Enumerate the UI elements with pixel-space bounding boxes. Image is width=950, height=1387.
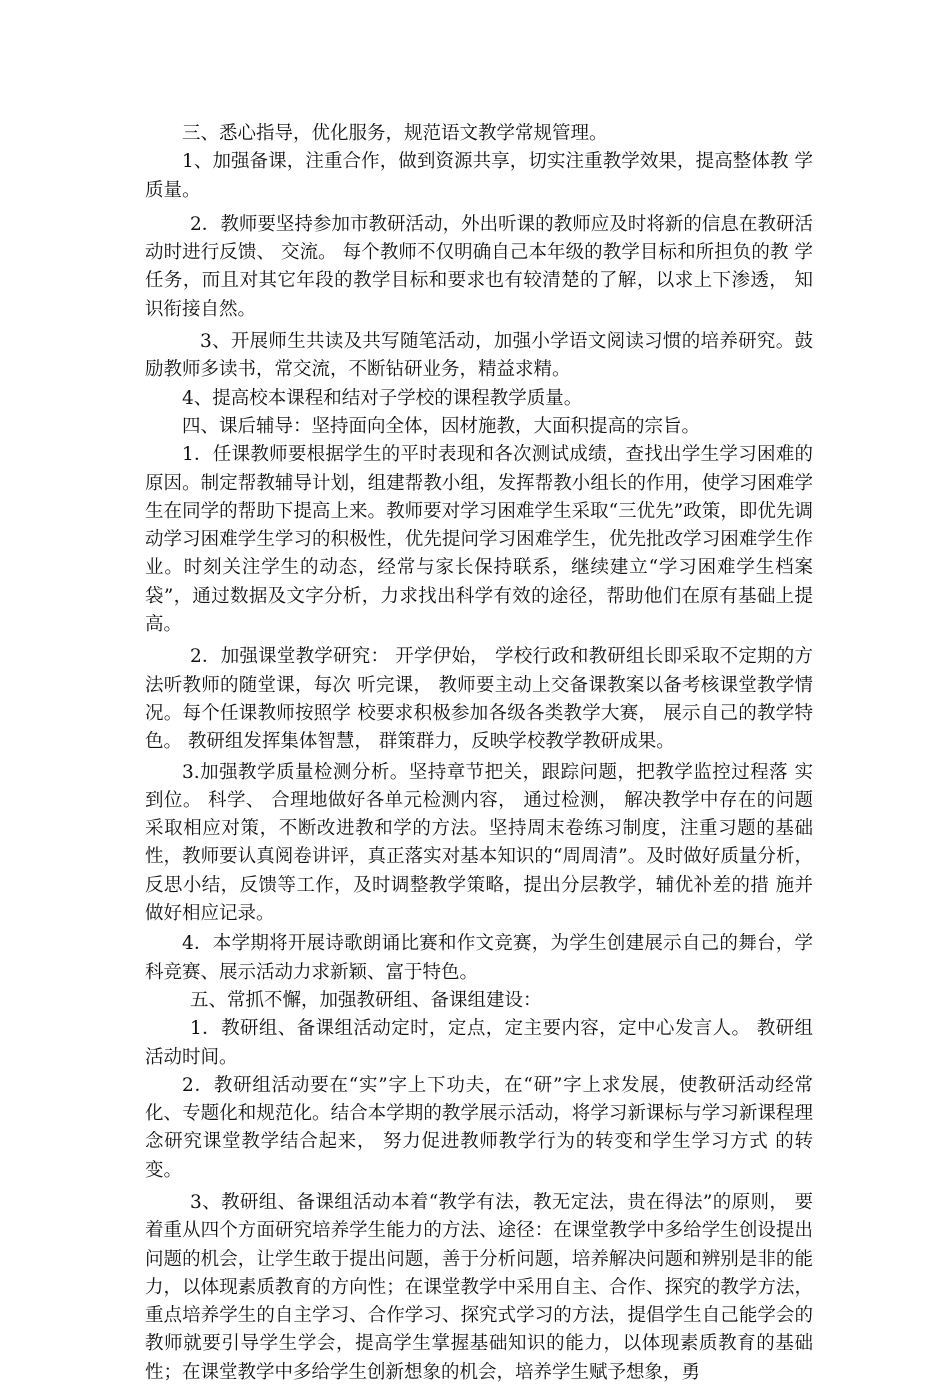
- paragraph-5-3: 3、教研组、备课组活动本着“教学有法，教无定法，贵在得法”的原则， 要着重从四个方面研究培养学生能力的方法、途径：在课堂教学中多给学生创设提出问题的机会，让学生敢于提出问题，善于分析问题，培养解决问题和辨别是非的能力，以体现素质教育的方向性；在课堂教学中采用自主、合作、探究的教学方法，重点培养学生的自主学习、合作学习、探究式学习的方法，提倡学生自己能学会的教师就要引导学生学会，提高学生掌握基础知识的能力，以体现素质教育的基础性；在课堂教学中多给学生创新想象的机会，培养学生赋予想象，勇: [145, 1191, 813, 1383]
- heading-section-5: 五、常抓不懈，加强教研组、备课组建设：: [190, 989, 542, 1011]
- paragraph-4-1: 1．任课教师要根据学生的平时表现和各次测试成绩，查找出学生学习困难的原因。制定帮教辅导计划，组建帮教小组，发挥帮教小组长的作用，使学习困难学生在同学的帮助下提高上来。教师要对学习困难学生采取“三优先”政策，即优先调动学习困难学生学习的积极性，优先提问学习困难学生，优先批改学习困难学生作业。时刻关注学生的动态，经常与家长保持联系，继续建立“学习困难学生档案袋”，通过数据及文字分析，力求找出科学有效的途径，帮助他们在原有基础上提高。: [145, 444, 813, 636]
- paragraph-3-1: 1、加强备课，注重合作，做到资源共享，切实注重教学效果，提高整体教 学质量。: [145, 151, 813, 201]
- paragraph-3-4: 4、提高校本课程和结对子学校的课程教学质量。: [182, 387, 583, 409]
- paragraph-3-2: 2．教师要坚持参加市教研活动，外出听课的教师应及时将新的信息在教研活动时进行反馈、 交流。 每个教师不仅明确自己本年级的教学目标和所担负的教 学任务，而且对其它年段的教学目标和要求也有较清楚的了解，以求上下渗透， 知识衔接自然。: [145, 213, 813, 320]
- paragraph-4-2: 2．加强课堂教学研究： 开学伊始， 学校行政和教研组长即采取不定期的方法听教师的随堂课，每次 听完课， 教师要主动上交备课教案以备考核课堂教学情况。每个任课教师按照学 校要求积极参加各级各类教学大赛， 展示自己的教学特色。 教研组发挥集体智慧， 群策群力，反映学校教学教研成果。: [145, 646, 813, 753]
- paragraph-4-4: 4．本学期将开展诗歌朗诵比赛和作文竞赛，为学生创建展示自己的舞台，学科竞赛、展示活动力求新颖、富于特色。: [145, 933, 813, 983]
- paragraph-5-2: 2．教研组活动要在“实”字上下功夫，在“研”字上求发展，使教研活动经常化、专题化和规范化。结合本学期的教学展示活动，将学习新课标与学习新课程理念研究课堂教学结合起来， 努力促进教师教学行为的转变和学生学习方式 的转变。: [145, 1074, 813, 1181]
- heading-section-4: 四、课后辅导：坚持面向全体，因材施教，大面积提高的宗旨。: [182, 415, 701, 437]
- document-body: [145, 120, 813, 1387]
- paragraph-4-3: 3.加强教学质量检测分析。坚持章节把关，跟踪问题，把教学监控过程落 实到位。 科学、 合理地做好各单元检测内容， 通过检测， 解决教学中存在的问题 采取相应对策，不断改进教和学的方法。坚持周末卷练习制度，注重习题的基础性，教师要认真阅卷讲评，真正落实对基本知识的“周周清”。及时做好质量分析，反思小结，反馈等工作，及时调整教学策略，提出分层教学，辅优补差的措 施并做好相应记录。: [145, 761, 813, 925]
- paragraph-5-1: 1．教研组、备课组活动定时，定点，定主要内容，定中心发言人。 教研组活动时间。: [145, 1018, 813, 1068]
- heading-section-3: 三、悉心指导，优化服务，规范语文教学常规管理。: [182, 123, 608, 144]
- paragraph-3-3: 3、开展师生共读及共写随笔活动，加强小学语文阅读习惯的培养研究。鼓励教师多读书，常交流，不断钻研业务，精益求精。: [145, 331, 813, 381]
